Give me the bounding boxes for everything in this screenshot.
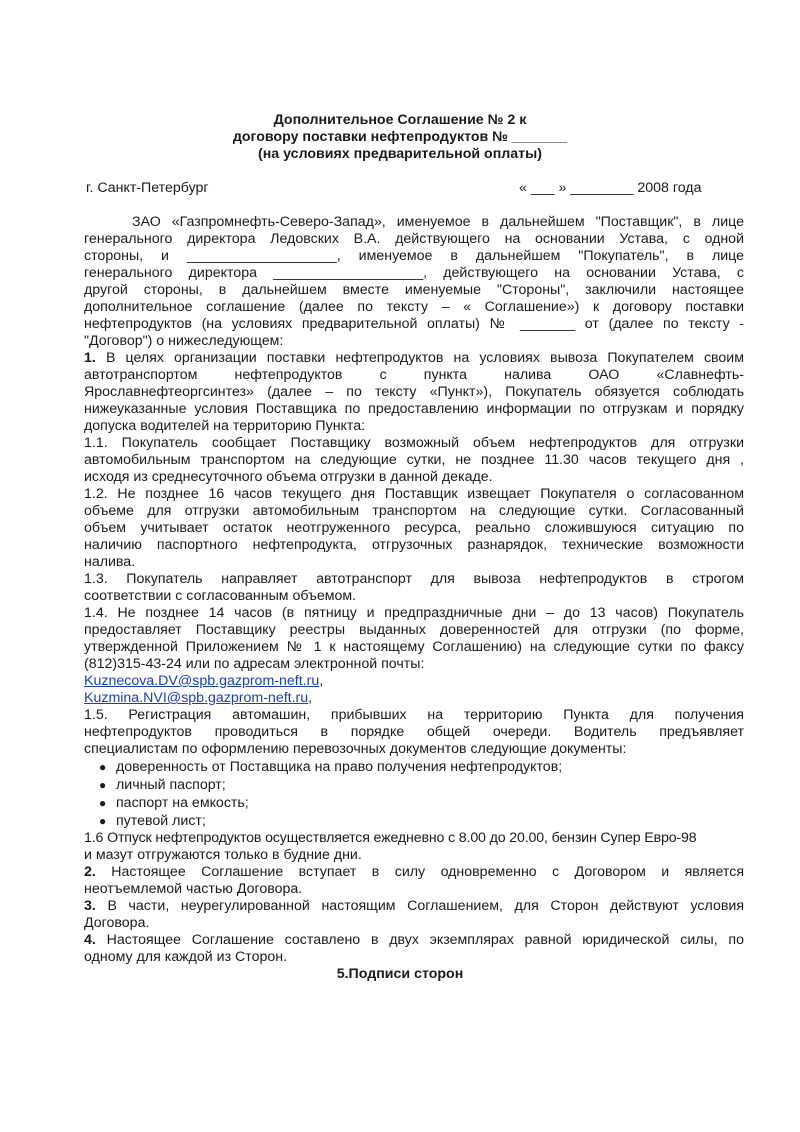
bullet-icon: ● bbox=[99, 796, 107, 810]
p11-line: исходя из среднесуточного объема отгрузки в данной декаде. bbox=[84, 469, 493, 485]
list-item-text: доверенность от Поставщика на право получения нефтепродуктов; bbox=[116, 759, 563, 775]
p13-line: соответствии с согласованным объемом. bbox=[84, 588, 357, 604]
date: « ___ » ________ 2008 года bbox=[519, 180, 702, 196]
section-heading-signatures: 5.Подписи сторон bbox=[336, 966, 464, 982]
p15-line: нефтепродуктов проводиться в порядке общей очереди. Водитель предъявляет bbox=[84, 724, 744, 740]
p11-line: 1.1. Покупатель сообщает Поставщику возможный объем нефтепродуктов для отгрузки bbox=[84, 435, 744, 451]
p2-number: 2. bbox=[84, 864, 96, 880]
p12-line: наличию паспортного нефтепродукта, отгрузочных разнарядок, технические возможности bbox=[84, 537, 744, 553]
p4-number: 4. bbox=[84, 932, 96, 948]
p11-line: автомобильным транспортом на следующие сутки, не позднее 11.30 часов текущего дня , bbox=[84, 452, 744, 468]
p14-line: 1.4. Не позднее 14 часов (в пятницу и предпраздничные дни – до 13 часов) Покупатель bbox=[84, 605, 744, 621]
p1-number: 1. bbox=[84, 350, 96, 366]
p14-line: утвержденной Приложением № 1 к настоящему Соглашению) на следующие сутки по факсу bbox=[84, 639, 744, 655]
p1-line bbox=[84, 350, 744, 367]
list-item-text: личный паспорт; bbox=[116, 777, 226, 793]
doc-title-line2: договору поставки нефтепродуктов № _______ bbox=[232, 129, 568, 145]
p14-line: (812)315-43-24 или по адресам электронной почты: bbox=[84, 656, 425, 672]
bullet-icon: ● bbox=[99, 778, 107, 792]
email-line bbox=[84, 673, 744, 690]
list-item-text: паспорт на емкость; bbox=[116, 795, 249, 811]
p1-line: автотранспортом нефтепродуктов с пункта налива ОАО «Славнефть- bbox=[84, 367, 744, 383]
intro-line: "Договор") о нижеследующем: bbox=[84, 333, 284, 349]
p3-text: В части, неурегулированной настоящим Соглашением, для Сторон действуют условия bbox=[95, 898, 744, 914]
city: г. Санкт-Петербург bbox=[86, 180, 209, 196]
intro-line: нефтепродуктов (на условиях предварительной оплаты) № _______ от (далее по тексту - bbox=[84, 316, 744, 332]
p1-line: Ярославнефтеоргсинтез» (далее – по тексту «Пункт»), Покупатель обязуется соблюдать bbox=[84, 384, 744, 400]
p2-line: неотъемлемой частью Договора. bbox=[84, 881, 303, 897]
intro-line: другой стороны, в дальнейшем вместе именуемые "Стороны", заключили настоящее bbox=[84, 282, 744, 298]
intro-line: ЗАО «Газпромнефть-Северо-Запад», именуемое в дальнейшем "Поставщик", в лице bbox=[132, 214, 744, 230]
email-line bbox=[84, 690, 744, 707]
list-item bbox=[99, 777, 226, 794]
p3-line bbox=[84, 898, 744, 915]
intro-line: генерального директора Ледовских В.А. действующего на основании Устава, с одной bbox=[84, 231, 744, 247]
doc-title-line1: Дополнительное Соглашение № 2 к bbox=[273, 112, 527, 128]
bullet-icon: ● bbox=[99, 814, 107, 828]
p15-line: специалистам по оформлению перевозочных документов следующие документы: bbox=[84, 741, 627, 757]
intro-line: генерального директора ___________________, действующего на основании Устава, с bbox=[84, 265, 744, 281]
doc-title-line3: (на условиях предварительной оплаты) bbox=[258, 146, 542, 162]
p16-line: 1.6 Отпуск нефтепродуктов осуществляется ежедневно с 8.00 до 20.00, бензин Супер Евро-98 bbox=[84, 830, 697, 846]
intro-line: стороны, и ___________________, именуемое в дальнейшем "Покупатель", в лице bbox=[84, 248, 744, 264]
p1-text: В целях организации поставки нефтепродуктов на условиях вывоза Покупателем своим bbox=[95, 350, 744, 366]
p4-line bbox=[84, 932, 744, 949]
p14-line: предоставляет Поставщику реестры выданных доверенностей для отгрузки (по форме, bbox=[84, 622, 744, 638]
intro-line: дополнительное соглашение (далее по тексту – « Соглашение») к договору поставки bbox=[84, 299, 744, 315]
p15-line: 1.5. Регистрация автомашин, прибывших на территорию Пункта для получения bbox=[84, 707, 744, 723]
p12-line: налива. bbox=[84, 554, 136, 570]
list-item bbox=[99, 795, 249, 812]
p2-line bbox=[84, 864, 744, 881]
p3-line: Договора. bbox=[84, 915, 150, 931]
p12-line: объем учитывает остаток неотгруженного ресурса, реально сложившуюся ситуацию по bbox=[84, 520, 744, 536]
p12-line: 1.2. Не позднее 16 часов текущего дня Поставщик извещает Покупателя о согласованном bbox=[84, 486, 744, 502]
p3-number: 3. bbox=[84, 898, 96, 914]
p13-line: 1.3. Покупатель направляет автотранспорт для вывоза нефтепродуктов в строгом bbox=[84, 571, 744, 587]
email-separator: , bbox=[308, 690, 313, 706]
list-item bbox=[99, 759, 563, 776]
p12-line: объеме для отгрузки автомобильным транспортом на следующие сутки. Согласованный bbox=[84, 503, 744, 519]
list-item bbox=[99, 813, 206, 830]
list-item-text: путевой лист; bbox=[116, 813, 206, 829]
bullet-icon: ● bbox=[99, 760, 107, 774]
p1-line: допуска водителей на территорию Пункта: bbox=[84, 418, 366, 434]
email-link-1[interactable]: Kuznecova.DV@spb.gazprom-neft.ru bbox=[84, 673, 320, 689]
email-separator: , bbox=[319, 673, 324, 689]
p2-text: Настоящее Соглашение вступает в силу одновременно с Договором и является bbox=[95, 864, 744, 880]
p4-line: одному для каждой из Сторон. bbox=[84, 949, 288, 965]
p1-line: нижеуказанные условия Поставщика по предоставлению информации по отгрузкам и порядку bbox=[84, 401, 744, 417]
email-link-2[interactable]: Kuzmina.NVI@spb.gazprom-neft.ru bbox=[84, 690, 309, 706]
p4-text: Настоящее Соглашение составлено в двух экземплярах равной юридической силы, по bbox=[95, 932, 744, 948]
p16-line: и мазут отгружаются только в будние дни. bbox=[84, 847, 362, 863]
